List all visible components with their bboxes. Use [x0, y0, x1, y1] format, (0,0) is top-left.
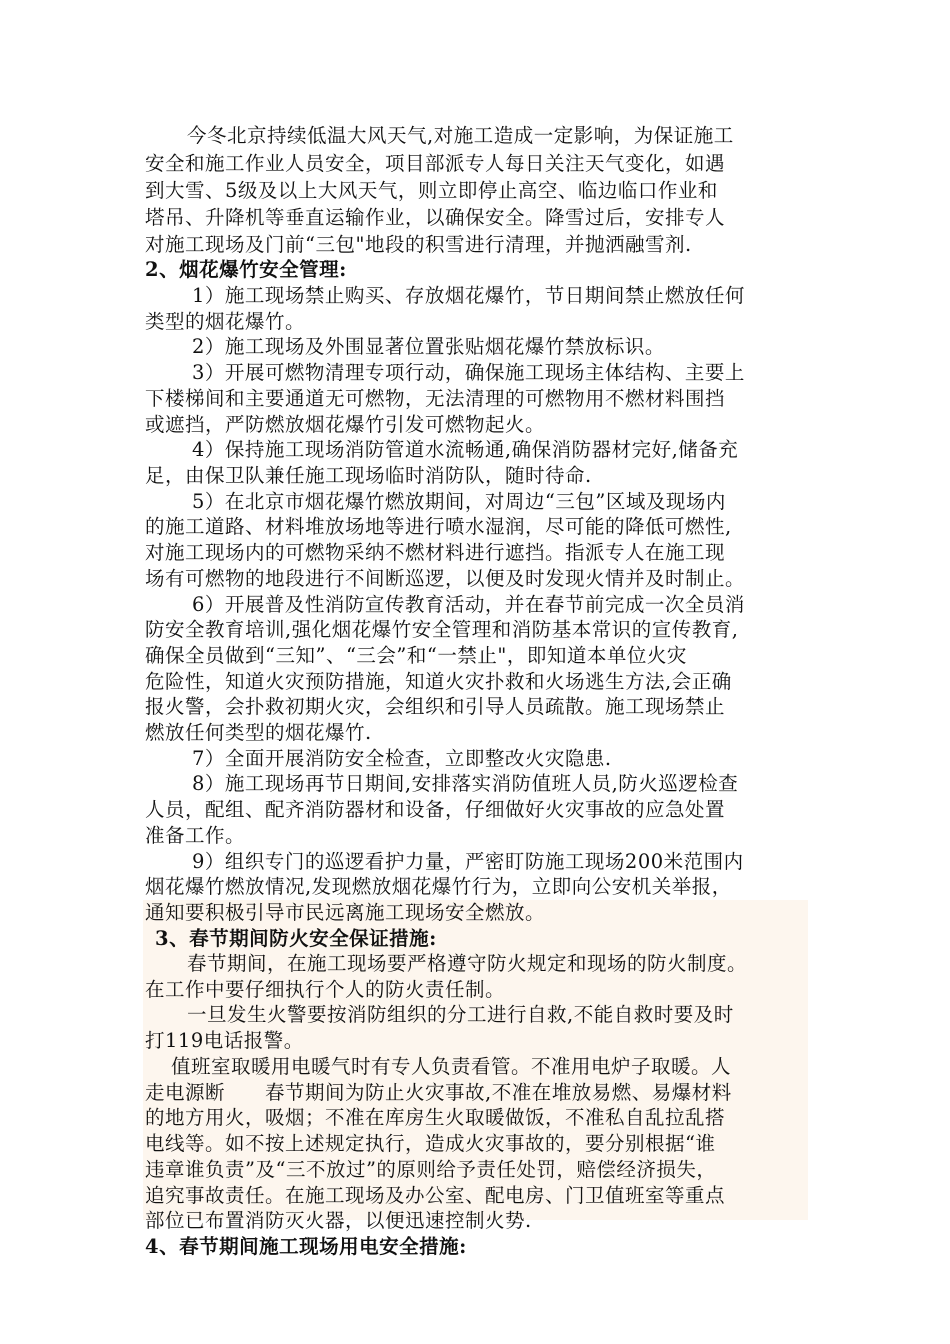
paragraph-line: 足，由保卫队兼任施工现场临时消防队，随时待命. [145, 464, 592, 487]
paragraph-line: 报火警，会扑救初期火灾，会组织和引导人员疏散。施工现场禁止 [145, 695, 726, 718]
paragraph-line: 今冬北京持续低温大风天气,对施工造成一定影响，为保证施工 [187, 124, 734, 147]
paragraph-line: 人员，配组、配齐消防器材和设备，仔细做好火灾事故的应急处置 [145, 798, 726, 821]
paragraph-line: 确保全员做到“三知”、“三会”和“一禁止"，即知道本单位火灾 [145, 644, 687, 667]
paragraph-line: 燃放任何类型的烟花爆竹. [145, 721, 372, 744]
paragraph-line: 对施工现场内的可燃物采纳不燃材料进行遮挡。指派专人在施工现 [145, 541, 726, 564]
paragraph-line: 8）施工现场再节日期间,安排落实消防值班人员,防火巡逻检查 [192, 772, 739, 795]
paragraph-line: 走电源断 春节期间为防止火灾事故,不准在堆放易燃、易爆材料 [145, 1081, 732, 1104]
paragraph-line: 危险性，知道火灾预防措施，知道火灾扑救和火场逃生方法,会正确 [145, 670, 732, 693]
paragraph-line: 2）施工现场及外围显著位置张贴烟花爆竹禁放标识。 [192, 335, 665, 358]
paragraph-line: 安全和施工作业人员安全，项目部派专人每日关注天气变化，如遇 [145, 152, 726, 175]
section-heading-2: 2、烟花爆竹安全管理: [145, 258, 347, 281]
paragraph-line: 或遮挡，严防燃放烟花爆竹引发可燃物起火。 [145, 413, 546, 436]
paragraph-line: 追究事故责任。在施工现场及办公室、配电房、门卫值班室等重点 [145, 1184, 726, 1207]
paragraph-line: 准备工作。 [145, 824, 246, 847]
paragraph-line: 6）开展普及性消防宣传教育活动，并在春节前完成一次全员消 [192, 593, 745, 616]
paragraph-line: 类型的烟花爆竹。 [145, 310, 306, 333]
paragraph-line: 电线等。如不按上述规定执行，造成火灾事故的，要分别根据“谁 [145, 1132, 716, 1155]
paragraph-line: 下楼梯间和主要通道无可燃物，无法清理的可燃物用不燃材料围挡 [145, 387, 726, 410]
paragraph-line: 春节期间，在施工现场要严格遵守防火规定和现场的防火制度。 [187, 952, 748, 975]
paragraph-line: 烟花爆竹燃放情况,发现燃放烟花爆竹行为，立即向公安机关举报， [145, 875, 732, 898]
paragraph-line: 5）在北京市烟花爆竹燃放期间，对周边“三包”区域及现场内 [192, 490, 726, 513]
paragraph-line: 3）开展可燃物清理专项行动，确保施工现场主体结构、主要上 [192, 361, 745, 384]
paragraph-line: 9）组织专门的巡逻看护力量，严密盯防施工现场200米范围内 [192, 850, 744, 873]
paragraph-line: 1）施工现场禁止购买、存放烟花爆竹，节日期间禁止燃放任何 [192, 284, 745, 307]
paragraph-line: 一旦发生火警要按消防组织的分工进行自救,不能自救时要及时 [187, 1003, 734, 1026]
paragraph-line: 违章谁负责”及“三不放过”的原则给予责任处罚，赔偿经济损失， [145, 1158, 717, 1181]
paragraph-line: 防安全教育培训,强化烟花爆竹安全管理和消防基本常识的宣传教育, [145, 618, 739, 641]
paragraph-line: 部位已布置消防灭火器，以便迅速控制火势. [145, 1209, 532, 1232]
paragraph-line: 在工作中要仔细执行个人的防火责任制。 [145, 978, 506, 1001]
paragraph-line: 4）保持施工现场消防管道水流畅通,确保消防器材完好,储备充 [192, 438, 739, 461]
paragraph-line: 通知要积极引导市民远离施工现场安全燃放。 [145, 901, 546, 924]
paragraph-line: 值班室取暖用电暖气时有专人负责看管。不准用电炉子取暖。人 [171, 1055, 732, 1078]
paragraph-line: 场有可燃物的地段进行不间断巡逻，以便及时发现火情并及时制止。 [145, 567, 746, 590]
paragraph-line: 塔吊、升降机等垂直运输作业，以确保安全。降雪过后，安排专人 [145, 206, 726, 229]
section-heading-3: 3、春节期间防火安全保证措施: [155, 927, 437, 950]
section-heading-4: 4、春节期间施工现场用电安全措施: [145, 1235, 467, 1258]
paragraph-line: 的施工道路、材料堆放场地等进行喷水湿润，尽可能的降低可燃性, [145, 515, 732, 538]
paragraph-line: 7）全面开展消防安全检查，立即整改火灾隐患. [192, 747, 612, 770]
paragraph-line: 的地方用火，吸烟；不准在库房生火取暖做饭，不准私自乱拉乱搭 [145, 1106, 726, 1129]
paragraph-line: 打119电话报警。 [145, 1029, 304, 1052]
paragraph-line: 到大雪、5级及以上大风天气，则立即停止高空、临边临口作业和 [145, 179, 718, 202]
paragraph-line: 对施工现场及门前“三包"地段的积雪进行清理，并抛洒融雪剂. [145, 233, 692, 256]
